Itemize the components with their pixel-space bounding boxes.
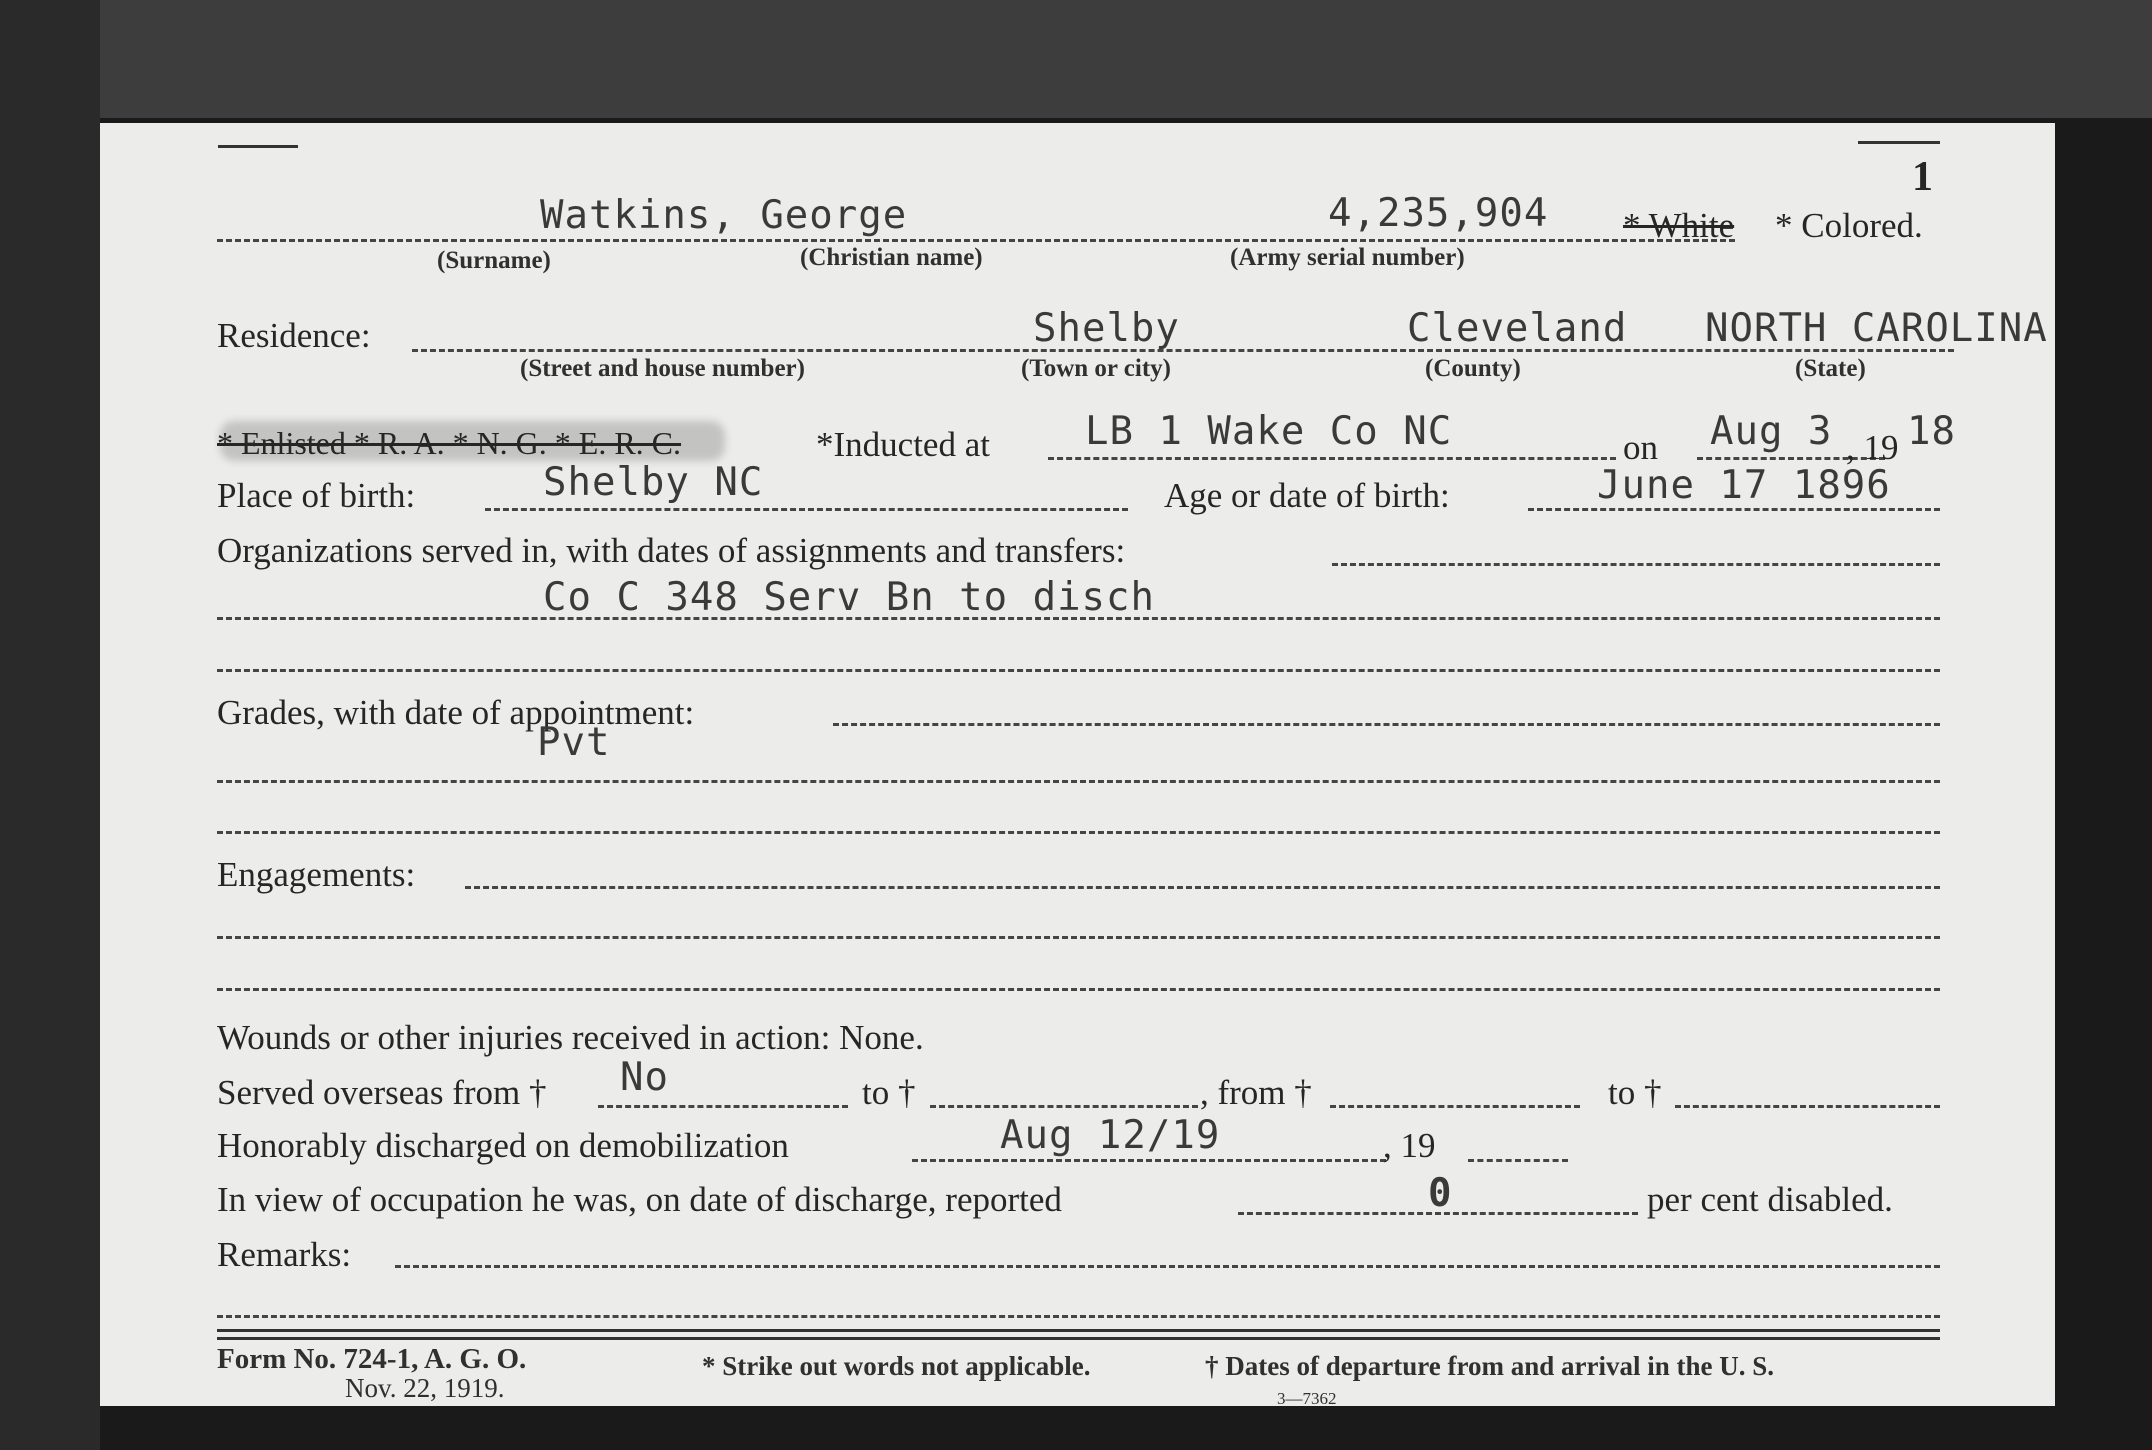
discharge-year-line [1468,1159,1568,1162]
residence-label: Residence: [217,316,371,355]
inducted-line [1048,457,1616,460]
dates-note: † Dates of departure from and arrival in the U. S. [1205,1351,1774,1381]
remarks-line-1 [395,1265,1940,1268]
inducted-label: *Inducted at [816,425,990,464]
grades-line-2 [217,780,1940,783]
strike-note: * Strike out words not applicable. [702,1351,1091,1381]
race-white: * White [1623,206,1735,245]
caption-street: (Street and house number) [520,355,805,382]
inducted-at-typed: LB 1 Wake Co NC [1085,409,1453,454]
overseas-to-label-1: to † [862,1073,916,1112]
overseas-typed: No [620,1055,669,1100]
place-of-birth-typed: Shelby NC [543,460,764,505]
race-colored: * Colored. [1775,206,1923,245]
footer-rule-2 [217,1337,1940,1340]
enlisted-options: * Enlisted * R. A. * N. G. * E. R. C. [217,425,682,461]
discharge-typed: Aug 12/19 [1000,1113,1221,1158]
organizations-label: Organizations served in, with dates of assignments and transfers: [217,531,1126,570]
organizations-typed: Co C 348 Serv Bn to disch [543,575,1155,620]
birth-date-typed: June 17 1896 [1597,463,1891,508]
top-left-rule [218,145,298,148]
organizations-line-1 [1332,563,1940,566]
overseas-from-line-2 [1330,1105,1580,1108]
engagements-line-2 [217,936,1940,939]
state-typed: NORTH CAROLINA [1705,306,2048,351]
grades-line-3 [217,831,1940,834]
organizations-line-2 [217,617,1940,620]
overseas-to-line-2 [1675,1105,1940,1108]
overseas-from-label-2: , from † [1200,1073,1312,1112]
caption-state: (State) [1795,355,1866,382]
engagements-line-1 [465,886,1940,889]
footer-rule-1 [217,1329,1940,1332]
caption-christian-name: (Christian name) [800,244,983,271]
caption-county: (County) [1425,355,1521,382]
county-typed: Cleveland [1407,306,1628,351]
year-typed: 18 [1907,409,1956,454]
caption-serial: (Army serial number) [1230,244,1465,271]
name-line [217,239,1735,242]
overseas-to-label-2: to † [1608,1073,1662,1112]
remarks-label: Remarks: [217,1235,352,1274]
discharge-label: Honorably discharged on demobilization [217,1126,789,1165]
service-record-card [100,123,2055,1406]
engagements-label: Engagements: [217,855,416,894]
remarks-line-2 [217,1315,1940,1318]
organizations-line-3 [217,669,1940,672]
serial-typed: 4,235,904 [1328,191,1549,236]
top-right-rule [1858,141,1940,144]
form-number: Form No. 724-1, A. G. O. [217,1343,527,1375]
wounds-label: Wounds or other injuries received in action: None. [217,1018,924,1057]
disability-suffix: per cent disabled. [1647,1180,1893,1219]
scan-border-left [0,0,100,1450]
disability-label: In view of occupation he was, on date of discharge, reported [217,1180,1062,1219]
name-typed: Watkins, George [540,193,908,238]
form-date: Nov. 22, 1919. [345,1373,505,1403]
discharge-year-prefix: , 19 [1383,1126,1436,1165]
disability-typed: 0 [1428,1171,1453,1216]
residence-line [412,349,1954,352]
on-label: on [1623,428,1658,467]
birth-date-line [1528,508,1940,511]
print-code: 3—7362 [1277,1389,1337,1408]
age-label: Age or date of birth: [1164,476,1450,515]
year-prefix: , 19 [1846,428,1899,467]
caption-surname: (Surname) [437,247,551,274]
place-of-birth-line [485,508,1128,511]
overseas-to-line-1 [930,1105,1198,1108]
induction-date-typed: Aug 3 [1710,409,1833,454]
overseas-from-label: Served overseas from † [217,1073,547,1112]
overseas-from-line [598,1105,848,1108]
place-of-birth-label: Place of birth: [217,476,416,515]
discharge-line [912,1159,1386,1162]
engagements-line-3 [217,988,1940,991]
caption-town: (Town or city) [1021,355,1171,382]
card-number: 1 [1912,154,1933,200]
disability-line [1238,1212,1638,1215]
town-typed: Shelby [1033,306,1180,351]
grades-line-1 [833,723,1940,726]
grades-label: Grades, with date of appointment: [217,693,695,732]
scan-border-top [100,0,2152,118]
grades-typed: Pvt [537,720,611,765]
